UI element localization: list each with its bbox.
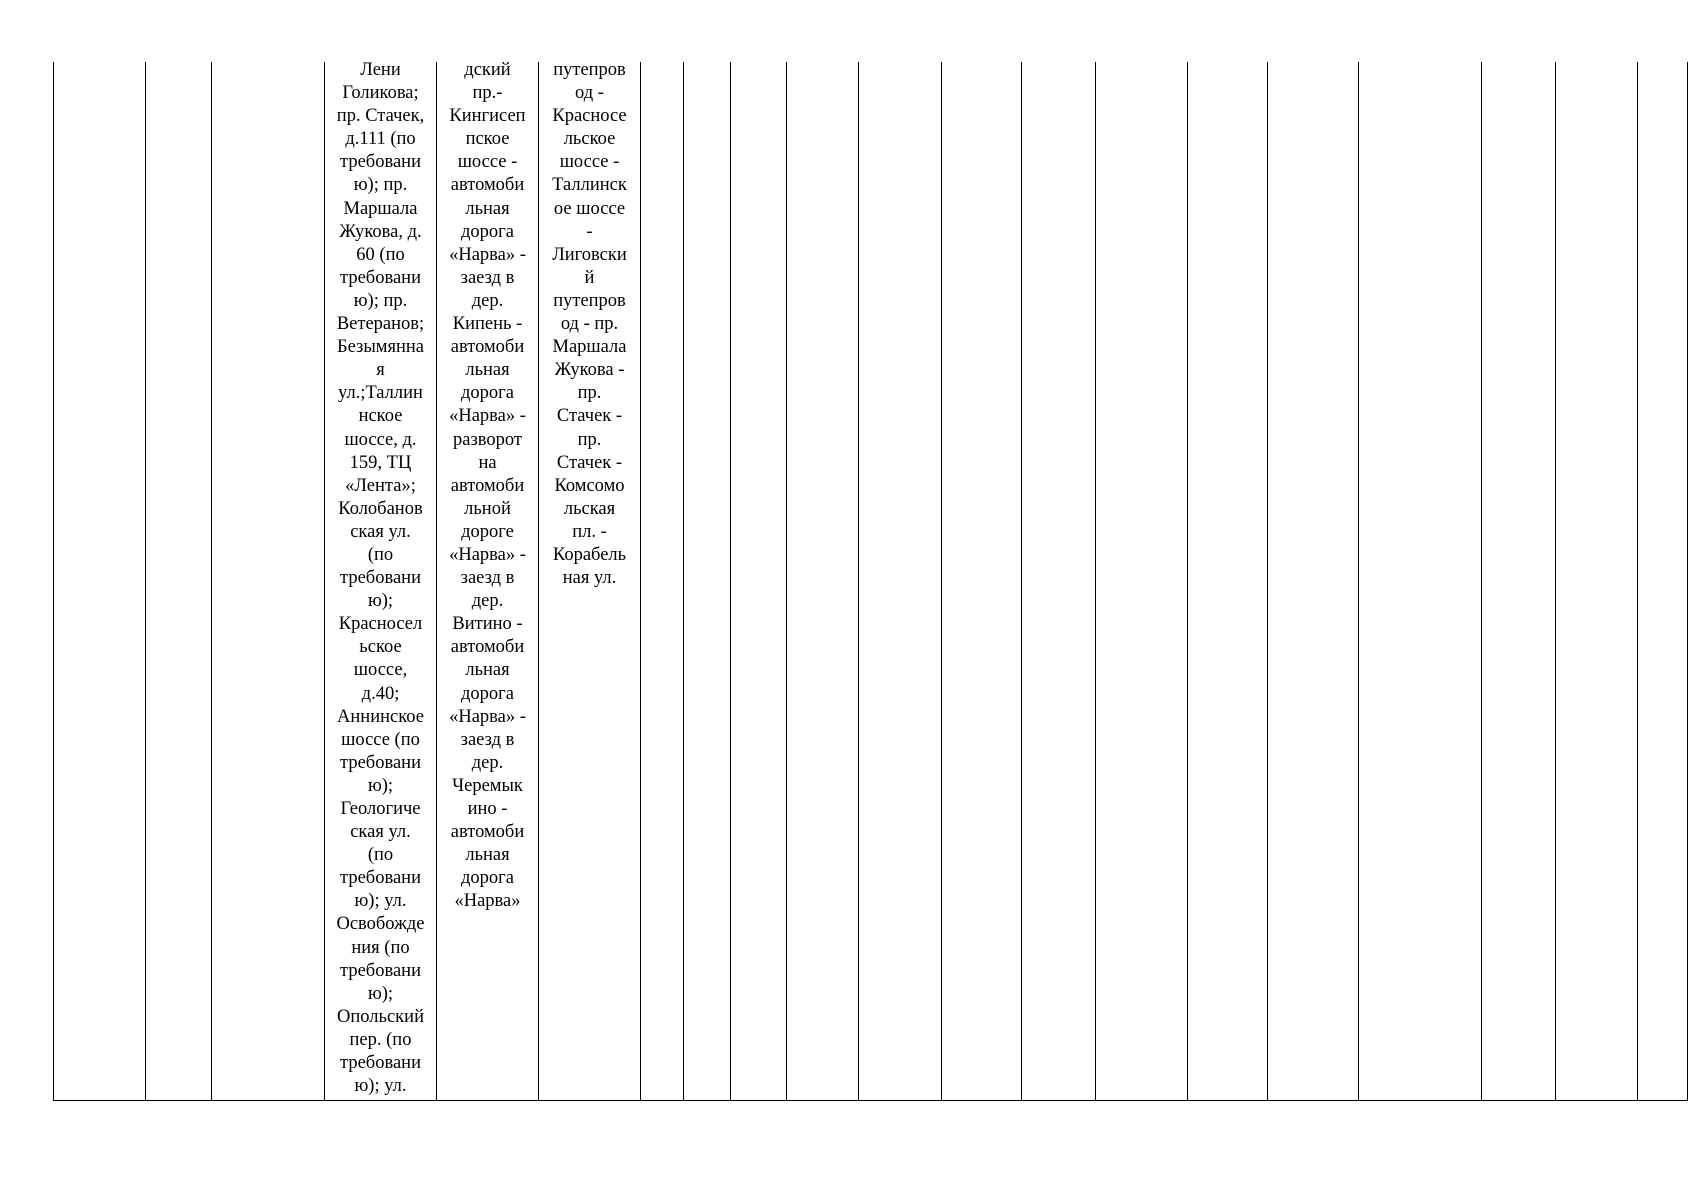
table-cell-15 — [1188, 62, 1268, 1101]
table-cell-route-forward — [437, 62, 539, 1101]
table-cell-11 — [859, 62, 942, 1101]
table-row — [54, 62, 1688, 1101]
table-cell-2 — [146, 62, 212, 1101]
table-cell-stops — [325, 62, 437, 1101]
table-cell-route-backward — [539, 62, 641, 1101]
table-cell-17 — [1359, 62, 1482, 1101]
table-cell-12 — [942, 62, 1022, 1101]
table-cell-10 — [787, 62, 859, 1101]
table-cell-14 — [1096, 62, 1188, 1101]
stops-text: Лени Голикова; пр. Стачек, д.111 (по требовани ю); пр. Маршала Жукова, д. 60 (по требовани ю); пр. Ветеранов; Безымянна я ул.;Таллин нское шоссе, д. 159, ТЦ «Лента»; Колобанов ская ул. (по требовани ю); Красносел ьское шоссе, д.40; Аннинское шоссе (по требовани ю); Геологиче ская ул. (по требовани ю); ул. Освобожде ния (по требовани ю); Опольский пер. (по требовани ю); ул. — [336, 60, 425, 1097]
table-cell-8 — [684, 62, 731, 1101]
table-cell-9 — [731, 62, 787, 1101]
route-forward-text: дский пр.- Кингисеп пское шоссе - автомоби льная дорога «Нарва» - заезд в дер. Кипень - автомоби льная дорога «Нарва» - разворот на автомоби льной дороге «Нарва» - заезд в дер. Витино - автомоби льная дорога «Нарва» - заезд в дер. Черемык ино - автомоби льная дорога «Нарва» — [449, 60, 526, 912]
table-cell-1 — [54, 62, 146, 1101]
route-backward-text: путепров од - Красносе льское шоссе - Таллинск ое шоссе - Лиговски й путепров од - пр. Маршала Жукова - пр. Стачек - пр. Стачек - Комсомо льская пл. - Корабель ная ул. — [552, 60, 627, 589]
table-cell-18 — [1482, 62, 1556, 1101]
table-cell-20 — [1638, 62, 1688, 1101]
route-table — [53, 62, 1688, 1101]
table-cell-19 — [1556, 62, 1638, 1101]
table-cell-13 — [1022, 62, 1096, 1101]
table-cell-16 — [1268, 62, 1359, 1101]
table-cell-7 — [641, 62, 684, 1101]
table-cell-3 — [212, 62, 325, 1101]
